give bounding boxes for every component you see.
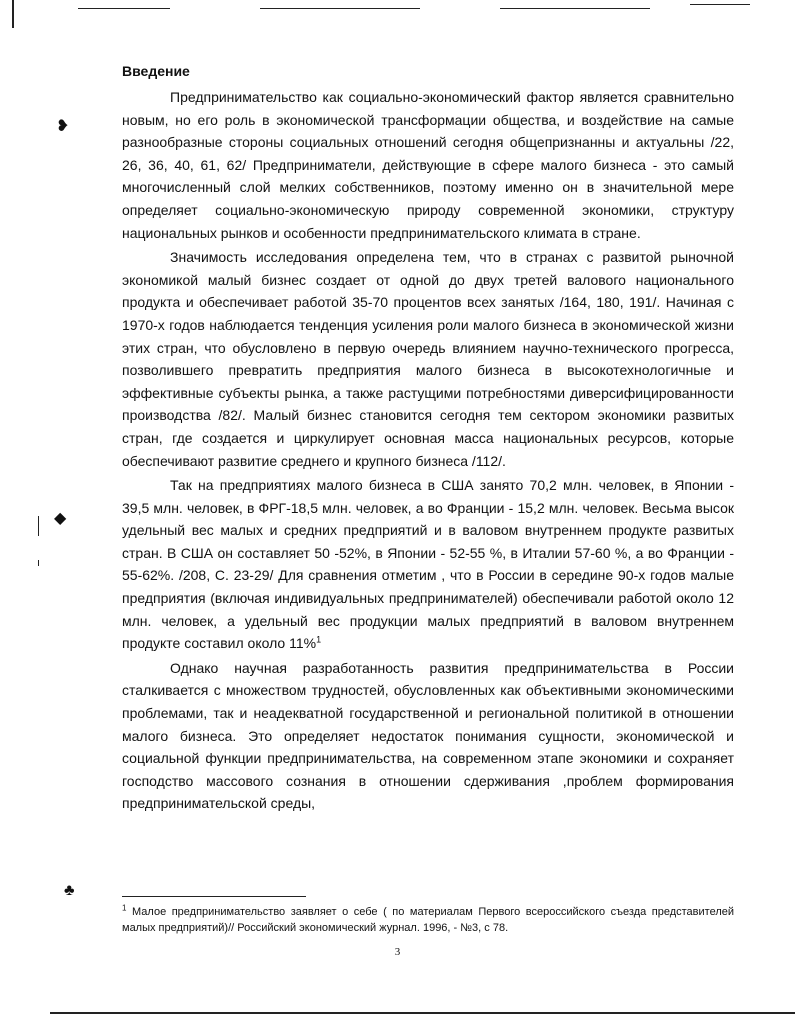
binder-hole-mark-3: ♣: [64, 882, 75, 899]
paragraph-3: [122, 474, 734, 655]
paragraph-1: Предпринимательство как социально-экономический фактор является сравнительно новым, но его роль в экономической трансформации общества, и воздействие на самые разнообразные стороны социальных отношений сегодня общепризнанны и актуальны /22, 26, 36, 40, 61, 62/ Предприниматели, действующие в сфере малого бизнеса - это самый многочисленный слой мелких собственников, поэтому именно он в значительной мере определяет социально-экономическую природу современной экономики, структуру национальных рынков и особенности предпринимательского климата в стране.: [122, 89, 734, 241]
scan-tick-2: [38, 560, 39, 566]
scan-tick-1: [38, 516, 39, 536]
footnote: [122, 904, 734, 936]
binder-hole-mark-1: ❥: [56, 118, 70, 135]
scan-edge-top-3: [500, 8, 650, 9]
section-heading: Введение: [122, 63, 190, 79]
page-number: 3: [394, 946, 401, 958]
scan-edge-left: [12, 0, 14, 28]
scan-edge-top-4: [690, 4, 750, 5]
paragraph-4: Однако научная разработанность развития предпринимательства в России сталкивается с множеством трудностей, обусловленных как объективными экономическими проблемами, так и неадекватной государственной и региональной политикой в отношении малого бизнеса. Это определяет недостаток понимания сущности, экономической и социальной функции предпринимательства, на современном этапе экономики и сохраняет господство массового сознания в отношении сдерживания ,проблем формирования предпринимательской среды,: [122, 659, 734, 812]
scan-edge-top-1: [78, 8, 170, 9]
binder-hole-mark-2: ◆: [54, 510, 67, 527]
document-body: [122, 62, 734, 815]
footnote-separator: [122, 896, 306, 897]
paragraph-3-text: Так на предприятиях малого бизнеса в США занято 70,2 млн. человек, в Японии - 39,5 млн. человек, в ФРГ-18,5 млн. человек, а во Франции - 15,2 млн. человек. Весьма высок удельный вес малых и средних предприятий и в валовом внутреннем продукте развитых стран. В США он составляет 50 -52%, в Японии - 52-55 %, в Италии 57-60 %, а во Франции - 55-62%. /208, С. 23-29/ Для сравнения отметим , что в России в середине 90-х годов малые предприятия (включая индивидуальных предпринимателей) обеспечивали работой около 12 млн. человек, а удельный вес продукции малых предприятий в валовом внутреннем продукте составил около 11%: [122, 477, 734, 652]
scan-edge-top-2: [260, 8, 420, 9]
paragraph-2: Значимость исследования определена тем, что в странах с развитой рыночной экономикой малый бизнес создает от одной до двух третей валового национального продукта и обеспечивает работой 35-70 процентов всех занятых /164, 180, 191/. Начиная с 1970-х годов наблюдается тенденция усиления роли малого бизнеса в экономической жизни этих стран, что обусловлено в первую очередь влиянием научно-технического прогресса, позволившего превратить предприятия малого бизнеса в высокотехнологичные и эффективные субъекты рынка, а также растущими потребностями диверсифицированности производства /82/. Малый бизнес становится сегодня тем сектором экономики развитых стран, где создается и циркулирует основная масса национальных ресурсов, которые обеспечивают развитие среднего и крупного бизнеса /112/.: [122, 249, 734, 469]
footnote-text: Малое предпринимательство заявляет о себе ( по материалам Первого всероссийского съезда представителей малых предприятий)// Российский экономический журнал. 1996, - №3, с 78.: [122, 906, 735, 934]
scan-edge-bottom: [50, 1012, 795, 1014]
footnote-marker: 1: [122, 903, 127, 913]
footnote-reference: 1: [316, 634, 322, 645]
